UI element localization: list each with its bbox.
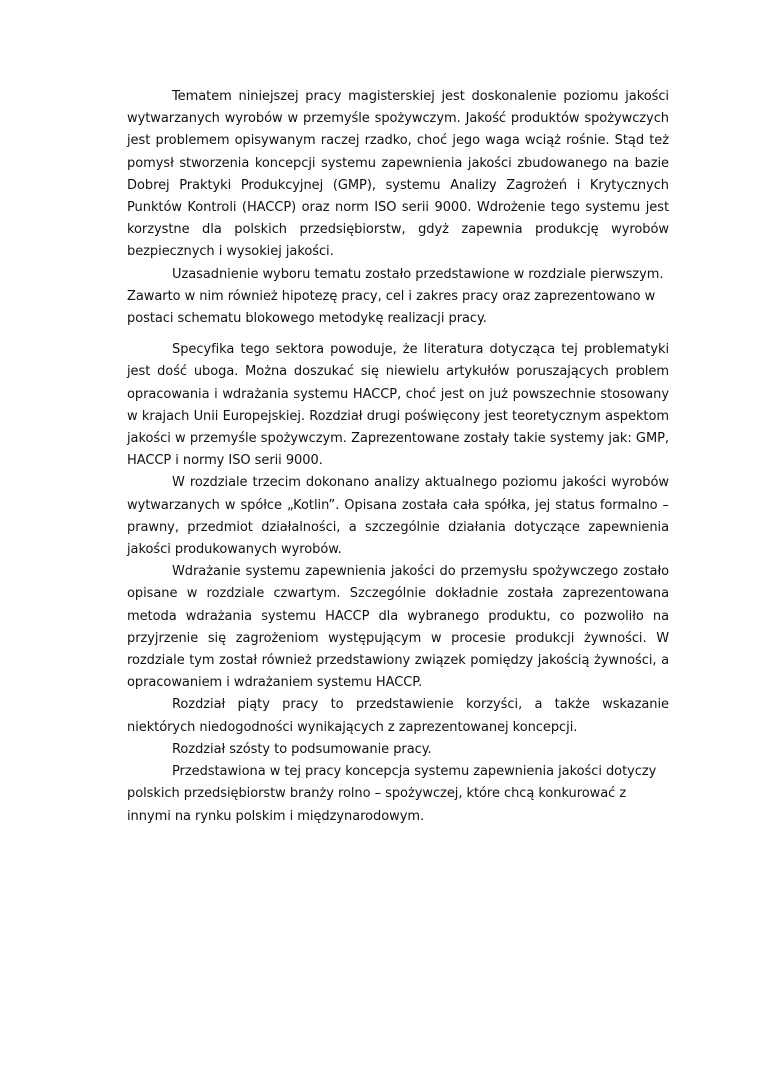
paragraph-conclusion: Przedstawiona w tej pracy koncepcja systemu zapewnienia jakości dotyczy polskich przedsiębiorstw branży rolno – spożywczej, które chcą konkurować z innymi na rynku polskim i międzynarodowym. (127, 764, 657, 824)
paragraph-chapter-four: Wdrażanie systemu zapewnienia jakości do przemysłu spożywczego zostało opisane w rozdziale czwartym. Szczególnie dokładnie została zaprezentowana metoda wdrażania systemu HACCP dla wybranego produktu, co pozwoliło na przyjrzenie się zagrożeniom występującym w procesie produkcji żywności. W rozdziale tym został również przedstawiony związek pomiędzy jakością żywności, a opracowaniem i wdrażaniem systemu HACCP. (127, 564, 669, 691)
paragraph-chapter-two: Specyfika tego sektora powoduje, że literatura dotycząca tej problematyki jest dość uboga. Można doszukać się niewielu artykułów poruszających problem opracowania i wdrażania systemu HACCP, choć jest on już powszechnie stosowany w krajach Unii Europejskiej. Rozdział drugi poświęcony jest teoretycznym aspektom jakości w przemyśle spożywczym. Zaprezentowane zostały takie systemy jak: GMP, HACCP i normy ISO serii 9000. (127, 342, 669, 469)
paragraph-introduction: Tematem niniejszej pracy magisterskiej jest doskonalenie poziomu jakości wytwarzanych wyrobów w przemyśle spożywczym. Jakość produktów spożywczych jest problemem opisywanym raczej rzadko, choć jego waga wciąż rośnie. Stąd też pomysł stworzenia koncepcji systemu zapewnienia jakości zbudowanego na bazie Dobrej Praktyki Produkcyjnej (GMP), systemu Analizy Zagrożeń i Krytycznych Punktów Kontroli (HACCP) oraz norm ISO serii 9000. Wdrożenie tego systemu jest korzystne dla polskich przedsiębiorstw, gdyż zapewnia produkcję wyrobów bezpiecznych i wysokiej jakości. (127, 89, 669, 260)
paragraph-chapter-five: Rozdział piąty pracy to przedstawienie korzyści, a także wskazanie niektórych niedogodności wynikających z zaprezentowanej koncepcji. (127, 697, 669, 735)
paragraph-gap (127, 330, 669, 339)
paragraph-chapter-three: W rozdziale trzecim dokonano analizy aktualnego poziomu jakości wyrobów wytwarzanych w spółce „Kotlin”. Opisana została cała spółka, jej status formalno – prawny, przedmiot działalności, a szczególnie działania dotyczące zapewnienia jakości produkowanych wyrobów. (127, 475, 669, 558)
paragraph-chapter-one: Uzasadnienie wyboru tematu zostało przedstawione w rozdziale pierwszym. Zawarto w nim również hipotezę pracy, cel i zakres pracy oraz zaprezentowano w postaci schematu blokowego metodykę realizacji pracy. (127, 266, 664, 327)
document-body (127, 86, 669, 828)
paragraph-chapter-six: Rozdział szósty to podsumowanie pracy. (172, 741, 432, 757)
